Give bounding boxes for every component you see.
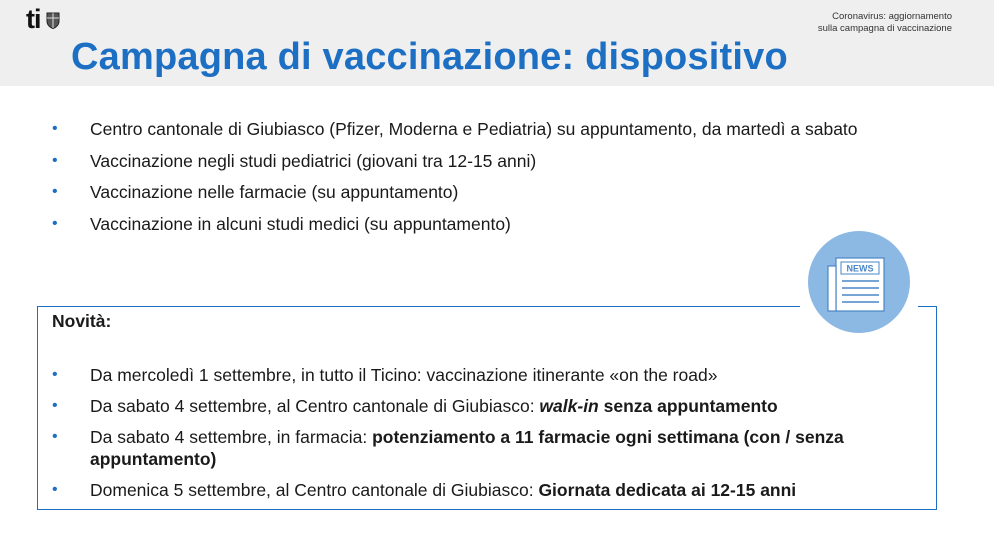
- novita-item: [52, 364, 932, 386]
- page-title: Campagna di vaccinazione: dispositivo: [71, 36, 788, 78]
- novita-title: Novità:: [52, 311, 112, 331]
- bullet: •: [52, 214, 58, 232]
- novita-item-strong: Giornata dedicata ai 12-15 anni: [538, 480, 797, 500]
- novita-box-top-border-right: [918, 306, 937, 307]
- novita-item-emphasis: walk-in: [539, 396, 599, 416]
- novita-item-text: Da sabato 4 settembre, in farmacia:: [90, 427, 373, 447]
- logo-text: ti: [26, 3, 41, 34]
- list-item-text: Vaccinazione nelle farmacie (su appuntamento): [90, 182, 459, 202]
- bullet: •: [52, 151, 58, 169]
- news-label: NEWS: [846, 263, 874, 274]
- header-note-line1: Coronavirus: aggiornamento: [832, 11, 952, 22]
- list-item-text: Vaccinazione in alcuni studi medici (su appuntamento): [90, 213, 511, 234]
- novita-item: [52, 426, 932, 470]
- bullet: •: [52, 183, 58, 200]
- header-note: [692, 11, 952, 35]
- list-item-text: Centro cantonale di Giubiasco (Pfizer, Moderna e Pediatria) su appuntamento, da martedì a sabato: [90, 119, 858, 139]
- bullet: •: [52, 120, 58, 137]
- novita-item-text: Domenica 5 settembre, al Centro cantonale di Giubiasco:: [90, 480, 539, 500]
- list-item: [52, 150, 952, 172]
- list-item: [52, 118, 952, 140]
- novita-item-text: Da sabato 4 settembre, al Centro cantonale di Giubiasco:: [90, 396, 540, 416]
- novita-item: [52, 395, 932, 417]
- coat-of-arms-icon: [46, 12, 60, 29]
- novita-box-top-border: [37, 306, 800, 307]
- bullet: •: [52, 366, 58, 383]
- ticino-logo: [26, 4, 60, 34]
- novita-bullet-list: [52, 364, 932, 510]
- bullet: •: [52, 428, 58, 445]
- header-note-line2: sulla campagna di vaccinazione: [817, 23, 952, 34]
- list-item-text: Vaccinazione negli studi pediatrici (giovani tra 12-15 anni): [90, 150, 537, 171]
- main-bullet-list: [52, 118, 952, 244]
- bullet: •: [52, 481, 58, 498]
- novita-item-strong: potenziamento a 11 farmacie ogni settimana (con / senza appuntamento): [90, 427, 844, 469]
- newspaper-icon: [808, 231, 910, 333]
- novita-item: [52, 479, 932, 501]
- novita-item-strong: senza appuntamento: [598, 396, 778, 416]
- novita-item-text: Da mercoledì 1 settembre, in tutto il Ticino: vaccinazione itinerante «on the road»: [90, 365, 718, 385]
- list-item: [52, 181, 952, 203]
- bullet: •: [52, 397, 58, 414]
